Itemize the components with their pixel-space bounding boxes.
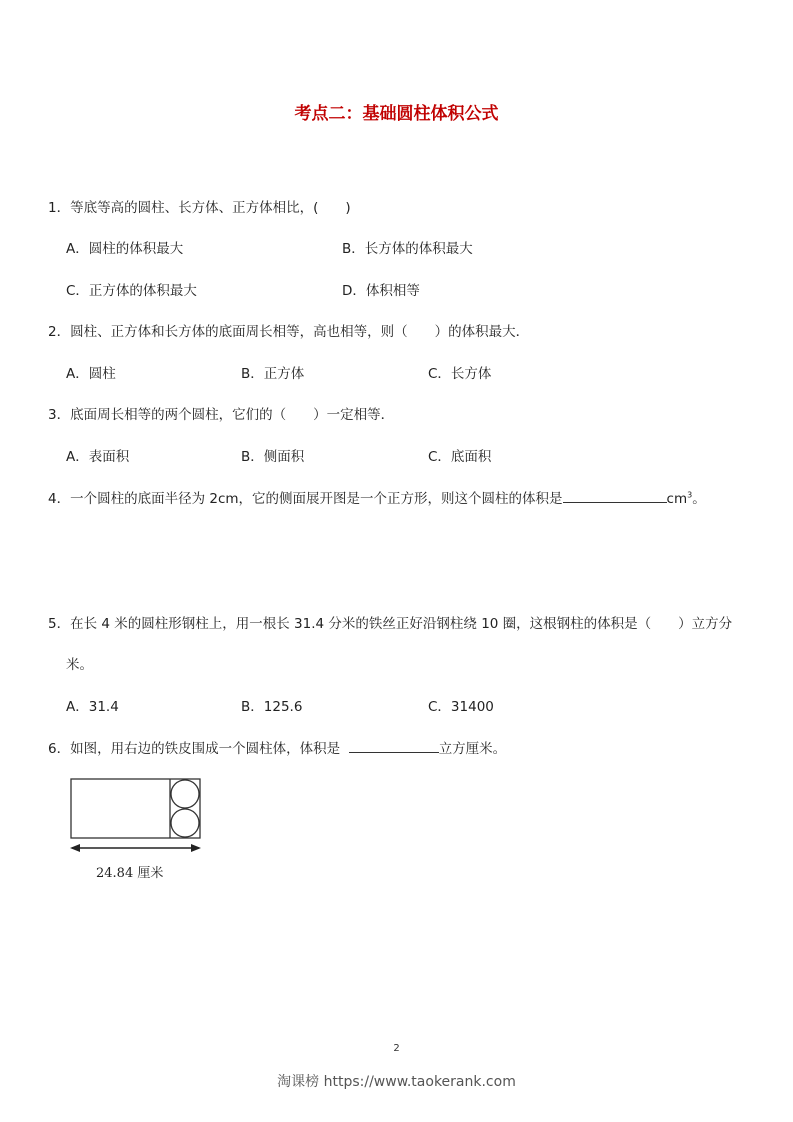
q2-option-c: C．长方体 [428, 366, 492, 382]
question-4-end: 。 [692, 491, 706, 507]
answer-blank[interactable] [563, 488, 667, 503]
q3-option-a: A．表面积 [66, 449, 130, 465]
question-1-stem: 1．等底等高的圆柱、长方体、正方体相比，( ) [48, 200, 351, 216]
page-title: 考点二：基础圆柱体积公式 [294, 104, 499, 124]
q5-option-b: B．125.6 [241, 699, 303, 715]
question-6 [48, 737, 506, 757]
question-6-stem: 6．如图，用右边的铁皮围成一个圆柱体，体积是 [48, 741, 341, 757]
sheet-rectangle [71, 779, 200, 838]
page-number: 2 [393, 1043, 400, 1054]
figure-length-label: 24.84 厘米 [96, 866, 164, 881]
question-4-stem: 4．一个圆柱的底面半径为 2cm，它的侧面展开图是一个正方形，则这个圆柱的体积是 [48, 491, 563, 507]
question-2-stem: 2．圆柱、正方体和长方体的底面周长相等，高也相等，则（ ）的体积最大． [48, 324, 530, 340]
arrow-right-icon [191, 844, 201, 852]
q2-option-a: A．圆柱 [66, 366, 116, 382]
q1-option-c: C．正方体的体积最大 [66, 283, 197, 299]
unit-exponent: 3 [687, 490, 693, 500]
answer-blank[interactable] [349, 738, 439, 753]
q1-option-d: D．体积相等 [342, 283, 420, 299]
question-3-stem: 3．底面周长相等的两个圆柱，它们的（ ）一定相等． [48, 407, 395, 423]
question-5-stem-line2: 米。 [66, 657, 93, 673]
q3-option-b: B．侧面积 [241, 449, 305, 465]
arrow-left-icon [70, 844, 80, 852]
base-circle-top [171, 780, 199, 808]
q1-option-b: B．长方体的体积最大 [342, 241, 473, 257]
footer-link[interactable]: 淘课榜 https://www.taokerank.com [277, 1074, 516, 1090]
base-circle-bottom [171, 809, 199, 837]
question-4 [48, 487, 706, 507]
q1-option-a: A．圆柱的体积最大 [66, 241, 184, 257]
q5-option-a: A．31.4 [66, 699, 119, 715]
question-5-stem-line1: 5．在长 4 米的圆柱形钢柱上，用一根长 31.4 分米的铁丝正好沿钢柱绕 10 圈，这根钢柱的体积是（ ）立方分 [48, 616, 733, 632]
unit-cm: cm [666, 491, 688, 507]
q5-option-c: C．31400 [428, 699, 494, 715]
iron-sheet-figure [66, 776, 206, 890]
question-6-end: 立方厘米。 [438, 741, 507, 757]
q3-option-c: C．底面积 [428, 449, 492, 465]
q2-option-b: B．正方体 [241, 366, 305, 382]
